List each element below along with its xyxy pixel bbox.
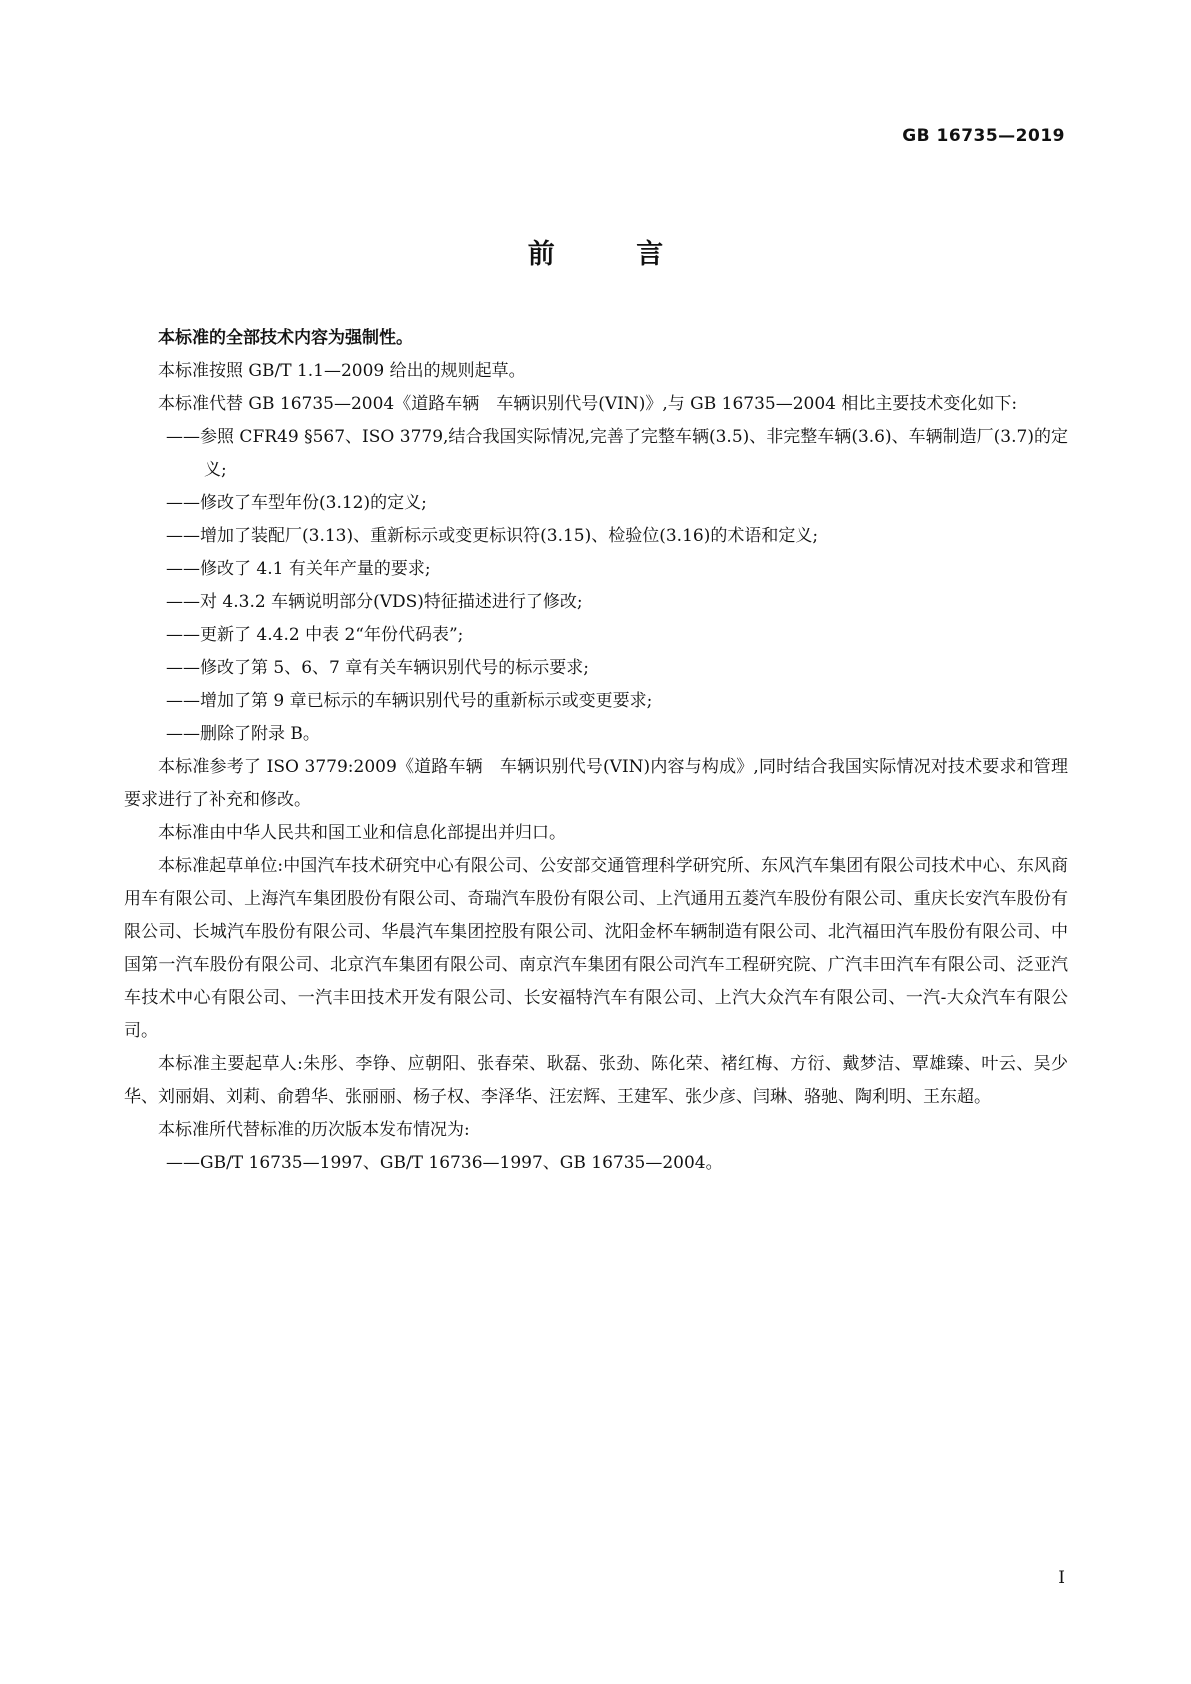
change-item: ——对 4.3.2 车辆说明部分(VDS)特征描述进行了修改; (166, 592, 583, 612)
drafting-rule-paragraph: 本标准按照 GB/T 1.1—2009 给出的规则起草。 (158, 361, 526, 381)
change-item: ——参照 CFR49 §567、ISO 3779,结合我国实际情况,完善了完整车辆(3.5)、非完整车辆(3.6)、车辆制造厂(3.7)的定义; (166, 427, 1068, 480)
change-item: ——更新了 4.4.2 中表 2“年份代码表”; (166, 625, 464, 645)
change-item: ——增加了第 9 章已标示的车辆识别代号的重新标示或变更要求; (166, 691, 653, 711)
standard-code: GB 16735—2019 (902, 126, 1065, 146)
drafters-paragraph: 本标准主要起草人:朱彤、李铮、应朝阳、张春荣、耿磊、张劲、陈化荣、褚红梅、方衍、戴梦洁、覃雄臻、叶云、吴少华、刘丽娟、刘莉、俞碧华、张丽丽、杨子权、李泽华、汪宏辉、王建军、张少彦、闫琳、骆驰、陶利明、王东超。 (124, 1054, 1068, 1107)
reference-paragraph: 本标准参考了 ISO 3779:2009《道路车辆 车辆识别代号(VIN)内容与构成》,同时结合我国实际情况对技术要求和管理要求进行了补充和修改。 (124, 757, 1068, 810)
mandatory-statement: 本标准的全部技术内容为强制性。 (158, 328, 413, 348)
drafting-units-paragraph: 本标准起草单位:中国汽车技术研究中心有限公司、公安部交通管理科学研究所、东风汽车集团有限公司技术中心、东风商用车有限公司、上海汽车集团股份有限公司、奇瑞汽车股份有限公司、上汽通用五菱汽车股份有限公司、重庆长安汽车股份有限公司、长城汽车股份有限公司、华晨汽车集团控股有限公司、沈阳金杯车辆制造有限公司、北汽福田汽车股份有限公司、中国第一汽车股份有限公司、北京汽车集团有限公司、南京汽车集团有限公司汽车工程研究院、广汽丰田汽车有限公司、泛亚汽车技术中心有限公司、一汽丰田技术开发有限公司、长安福特汽车有限公司、上汽大众汽车有限公司、一汽-大众汽车有限公司。 (124, 856, 1068, 1041)
history-intro-paragraph: 本标准所代替标准的历次版本发布情况为: (158, 1120, 470, 1140)
change-item: ——修改了 4.1 有关年产量的要求; (166, 559, 431, 579)
change-item: ——增加了装配厂(3.13)、重新标示或变更标识符(3.15)、检验位(3.16)的术语和定义; (166, 526, 819, 546)
changes-list (124, 421, 1068, 751)
history-item: ——GB/T 16735—1997、GB/T 16736—1997、GB 16735—2004。 (166, 1153, 723, 1173)
change-item: ——删除了附录 B。 (166, 724, 320, 744)
proposer-paragraph: 本标准由中华人民共和国工业和信息化部提出并归口。 (158, 823, 566, 843)
change-item: ——修改了车型年份(3.12)的定义; (166, 493, 427, 513)
change-item: ——修改了第 5、6、7 章有关车辆识别代号的标示要求; (166, 658, 589, 678)
page-number: I (1058, 1568, 1065, 1588)
page-title: 前 言 (527, 239, 700, 270)
replacement-paragraph: 本标准代替 GB 16735—2004《道路车辆 车辆识别代号(VIN)》,与 GB 16735—2004 相比主要技术变化如下: (158, 394, 1018, 414)
foreword-body (124, 322, 1068, 1180)
